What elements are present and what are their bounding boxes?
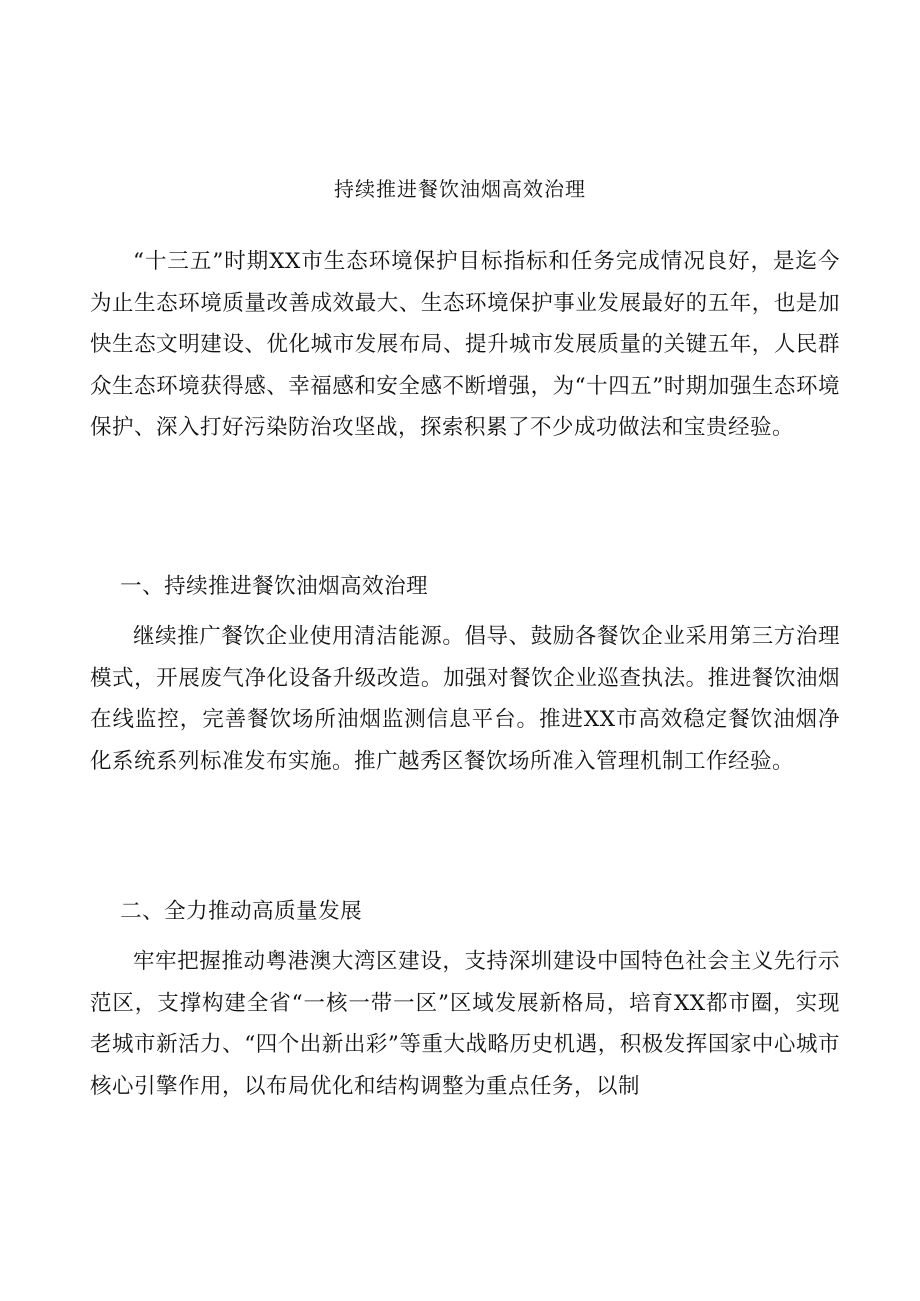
section-2-body-block [90, 941, 840, 1107]
section-1-heading: 一、持续推进餐饮油烟高效治理 [120, 574, 429, 599]
section-2-heading-block [90, 891, 840, 933]
section-1-heading-block [90, 566, 840, 608]
intro-paragraph-block [90, 241, 840, 449]
section-2-heading: 二、全力推动高质量发展 [120, 899, 363, 924]
intro-paragraph: “十三五”时期XX市生态环境保护目标指标和任务完成情况良好，是迄今为止生态环境质量改善成效最大、生态环境保护事业发展最好的五年，也是加快生态文明建设、优化城市发展布局、提升城市发展质量的关键五年，人民群众生态环境获得感、幸福感和安全感不断增强，为“十四五”时期加强生态环境保护、深入打好污染防治攻坚战，探索积累了不少成功做法和宝贵经验。 [90, 249, 840, 440]
section-1-body: 继续推广餐饮企业使用清洁能源。倡导、鼓励各餐饮企业采用第三方治理模式，开展废气净化设备升级改造。加强对餐饮企业巡查执法。推进餐饮油烟在线监控，完善餐饮场所油烟监测信息平台。推进XX市高效稳定餐饮油烟净化系统系列标准发布实施。推广越秀区餐饮场所准入管理机制工作经验。 [90, 624, 840, 774]
document-title: 持续推进餐饮油烟高效治理 [334, 177, 586, 201]
section-1-body-block [90, 616, 840, 782]
section-2-body: 牢牢把握推动粤港澳大湾区建设，支持深圳建设中国特色社会主义先行示范区，支撑构建全省“一核一带一区”区域发展新格局，培育XX都市圈，实现老城市新活力、“四个出新出彩”等重大战略历史机遇，积极发挥国家中心城市核心引擎作用，以布局优化和结构调整为重点任务，以制 [90, 949, 840, 1099]
